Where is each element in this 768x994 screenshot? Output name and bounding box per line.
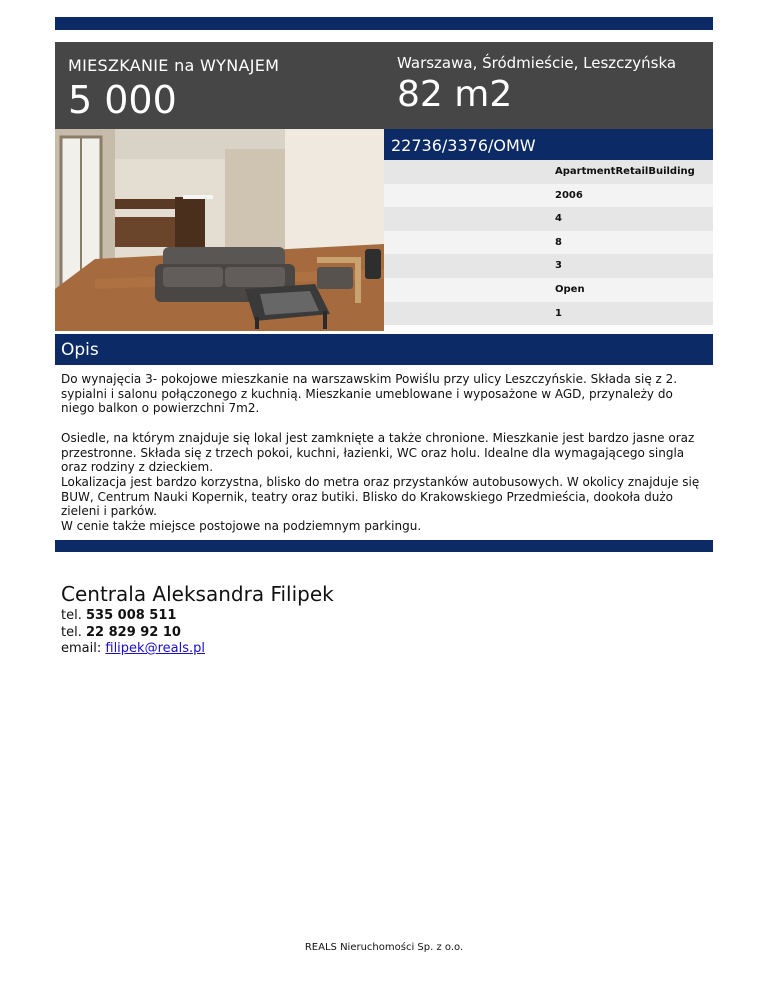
contact-block	[61, 582, 334, 658]
area: 82 m2	[397, 74, 513, 115]
tel-label: tel.	[61, 608, 82, 623]
price: 5 000	[68, 78, 177, 122]
detail-row: 8	[384, 231, 713, 255]
description-text	[61, 372, 706, 534]
section-divider-bar	[55, 540, 713, 552]
phone-number-2[interactable]: 22 829 92 10	[85, 624, 181, 640]
apartment-photo	[55, 129, 384, 331]
email-label: email:	[61, 641, 102, 656]
footer-company: REALS Nieruchomości Sp. z o.o.	[304, 942, 464, 953]
listing-header	[55, 42, 713, 129]
detail-row: Open	[384, 278, 713, 302]
tel-label: tel.	[61, 624, 82, 640]
description-heading: Opis	[55, 334, 713, 365]
reference-number: 22736/3376/OMW	[384, 129, 713, 160]
top-accent-bar	[55, 17, 713, 30]
detail-row: 3	[384, 254, 713, 278]
phone-line-1	[61, 608, 334, 625]
description-paragraph: Osiedle, na którym znajduje się lokal jest zamknięte a także chronione. Mieszkanie jest bardzo jasne oraz przestronne. Składa się z trzech pokoi, kuchni, łazienki, WC oraz holu. Idealne dla wymagającego singla oraz rodziny z dzieckiem.	[61, 430, 695, 475]
phone-number-1[interactable]: 535 008 511	[85, 608, 177, 623]
detail-row: 2006	[384, 184, 713, 208]
details-list	[384, 160, 713, 325]
location: Warszawa, Śródmieście, Leszczyńska	[397, 54, 677, 72]
description-paragraph: W cenie także miejsce postojowe na podziemnym parkingu.	[61, 519, 422, 534]
email-link[interactable]: filipek@reals.pl	[105, 641, 205, 656]
offer-type: MIESZKANIE na WYNAJEM	[68, 56, 280, 75]
detail-row: 4	[384, 207, 713, 231]
detail-row: ApartmentRetailBuilding	[384, 160, 713, 184]
agent-name: Centrala Aleksandra Filipek	[61, 582, 334, 606]
email-line	[61, 641, 334, 658]
description-paragraph: Do wynajęcia 3- pokojowe mieszkanie na warszawskim Powiślu przy ulicy Leszczyńskie. Składa się z 2. sypialni i salonu połączonego z kuchnią. Mieszkanie umeblowane i wyposażone w AGD, przynależy do niego balkon o powierzchni 7m2.	[61, 372, 678, 416]
description-paragraph: Lokalizacja jest bardzo korzystna, blisko do metra oraz przystanków autobusowych. W okolicy znajduje się BUW, Centrum Nauki Kopernik, teatry oraz butiki. Blisko do Krakowskiego Przedmieścia, dookoła dużo zieleni i parków.	[61, 474, 700, 519]
phone-line-2	[61, 625, 334, 642]
detail-row: 1	[384, 302, 713, 326]
